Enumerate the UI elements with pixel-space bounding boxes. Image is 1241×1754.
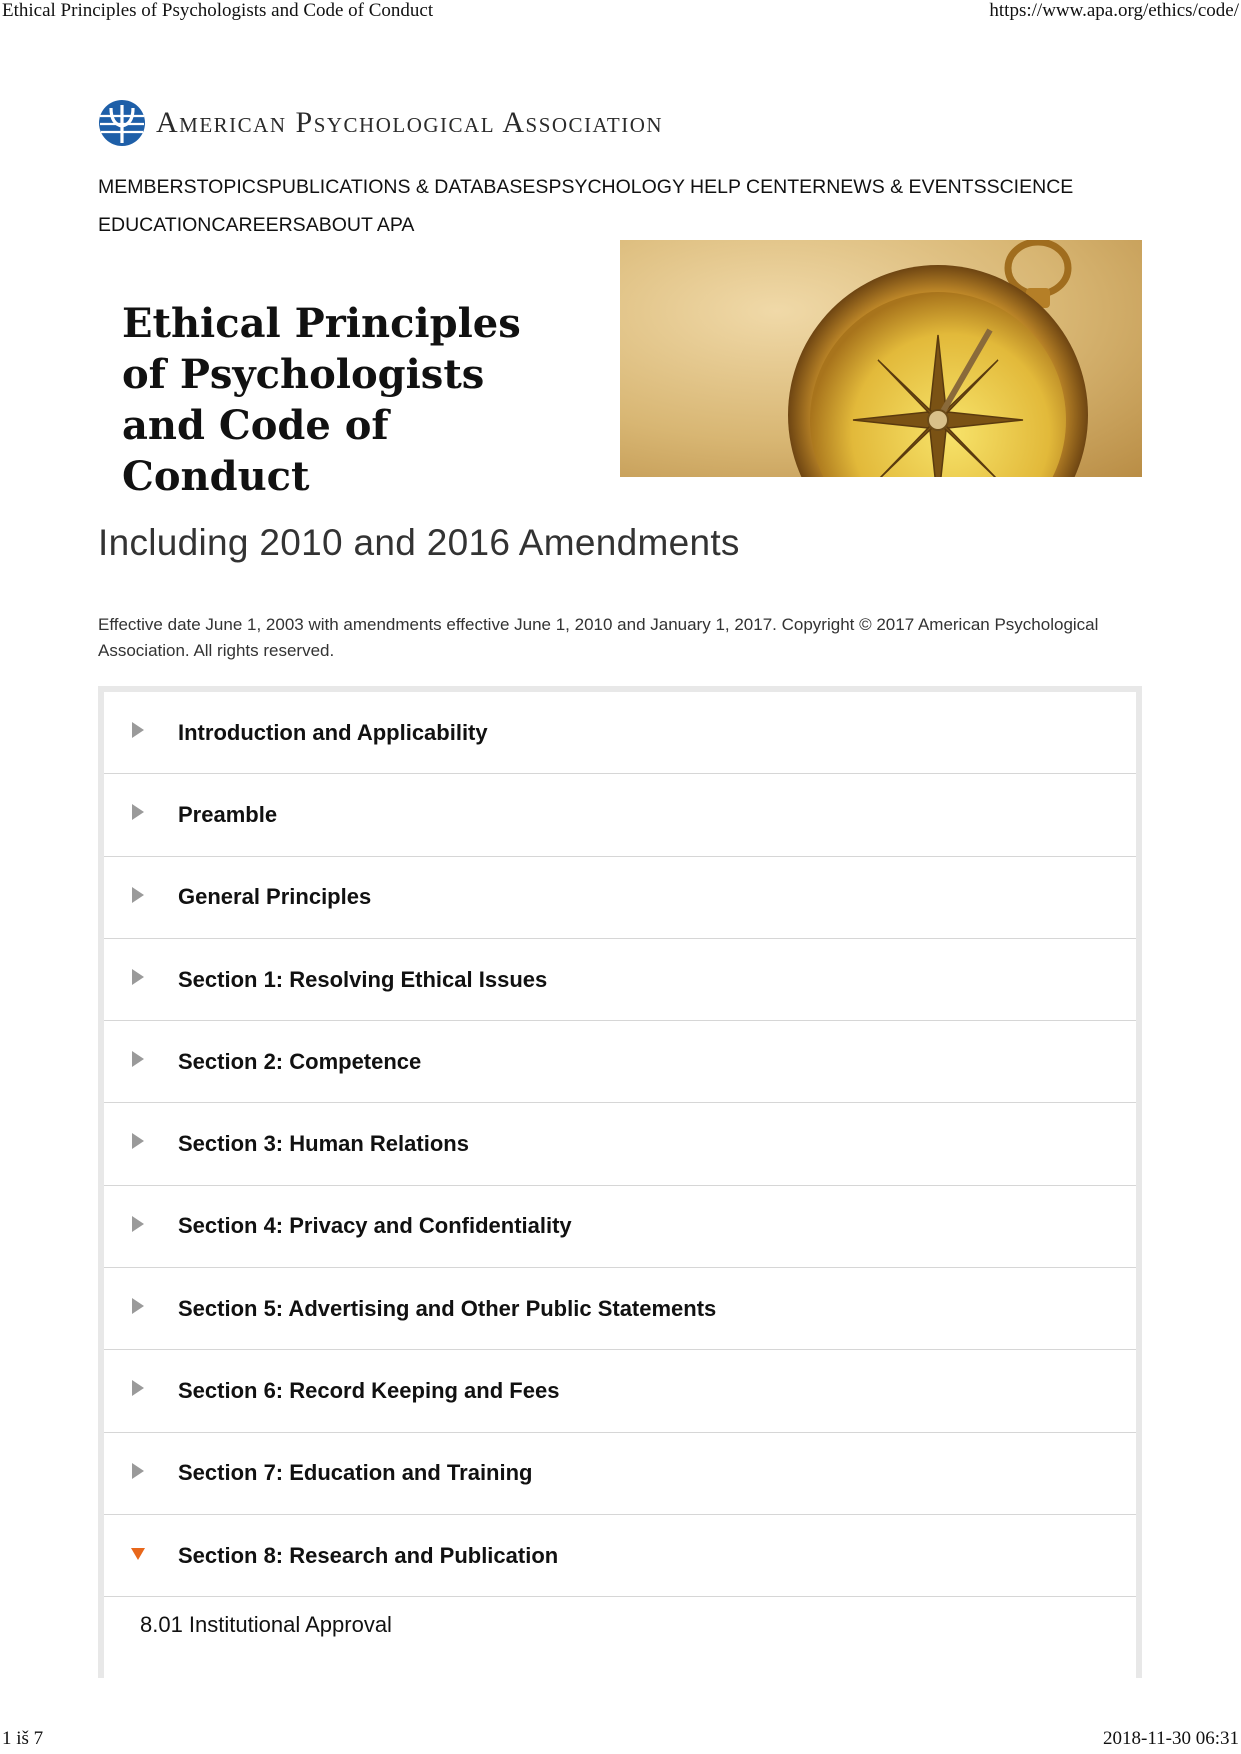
compass-image [620, 240, 1142, 477]
chevron-down-icon [130, 1543, 146, 1563]
effective-date-notice: Effective date June 1, 2003 with amendments effective June 1, 2010 and January 1, 2017. Copyright © 2017 American Psychological Association. All rights reserved. [98, 615, 1099, 660]
apa-logo[interactable] [98, 98, 663, 148]
accordion-item-label: Introduction and Applicability [178, 719, 488, 745]
main-nav [98, 168, 1142, 244]
chevron-right-icon [130, 967, 146, 987]
accordion-item-section-4[interactable] [104, 1186, 1136, 1268]
nav-education[interactable]: EDUCATION [98, 214, 212, 236]
nav-news-events[interactable]: NEWS & EVENTS [826, 176, 987, 198]
nav-topics[interactable]: TOPICS [196, 176, 269, 198]
accordion-item-section-3[interactable] [104, 1103, 1136, 1185]
chevron-right-icon [130, 1131, 146, 1151]
print-footer-datetime: 2018-11-30 06:31 [1103, 1728, 1239, 1749]
accordion-item-label: Preamble [178, 801, 278, 827]
accordion-item-label: General Principles [178, 884, 372, 910]
nav-science[interactable]: SCIENCE [986, 176, 1074, 198]
chevron-right-icon [130, 1214, 146, 1234]
subsection-8-01-link[interactable]: 8.01 Institutional Approval [140, 1612, 392, 1637]
print-header [0, 0, 1241, 26]
print-footer [0, 1728, 1241, 1754]
nav-psychology-help-center[interactable]: PSYCHOLOGY HELP CENTER [548, 176, 827, 198]
chevron-right-icon [130, 1378, 146, 1398]
nav-about-apa[interactable]: ABOUT APA [305, 214, 415, 236]
accordion-item-label: Section 2: Competence [178, 1048, 422, 1074]
chevron-right-icon [130, 885, 146, 905]
page-title: Ethical Principles of Psychologists and Code of Conduct [122, 300, 521, 500]
print-header-url: https://www.apa.org/ethics/code/ [989, 0, 1239, 21]
accordion-item-preamble[interactable] [104, 774, 1136, 856]
accordion-item-label: Section 6: Record Keeping and Fees [178, 1378, 560, 1404]
nav-members[interactable]: MEMBERS [98, 176, 197, 198]
accordion-item-label: Section 7: Education and Training [178, 1460, 533, 1486]
accordion-item-general-principles[interactable] [104, 857, 1136, 939]
apa-psi-logo-icon [98, 99, 146, 147]
chevron-right-icon [130, 720, 146, 740]
apa-logo-text: American Psychological Association [156, 106, 664, 139]
accordion-item-section-7[interactable] [104, 1433, 1136, 1515]
accordion-item-section-2[interactable] [104, 1021, 1136, 1103]
accordion-item-label: Section 5: Advertising and Other Public Statements [178, 1295, 717, 1321]
nav-publications-databases[interactable]: PUBLICATIONS & DATABASES [268, 176, 549, 198]
accordion-item-section-6[interactable] [104, 1350, 1136, 1432]
chevron-right-icon [130, 1049, 146, 1069]
page-subtitle: Including 2010 and 2016 Amendments [98, 522, 740, 563]
accordion-item-section-8[interactable] [104, 1515, 1136, 1597]
accordion-item-section-5[interactable] [104, 1268, 1136, 1350]
accordion-item-label: Section 1: Resolving Ethical Issues [178, 966, 548, 992]
nav-careers[interactable]: CAREERS [211, 214, 306, 236]
print-header-title: Ethical Principles of Psychologists and Code of Conduct [2, 0, 434, 21]
chevron-right-icon [130, 1461, 146, 1481]
accordion-item-label: Section 4: Privacy and Confidentiality [178, 1213, 572, 1239]
accordion-item-introduction[interactable] [104, 692, 1136, 774]
accordion-item-section-1[interactable] [104, 939, 1136, 1021]
chevron-right-icon [130, 1296, 146, 1316]
accordion-item-label: Section 8: Research and Publication [178, 1542, 559, 1568]
print-footer-page: 1 iš 7 [2, 1728, 44, 1749]
chevron-right-icon [130, 802, 146, 822]
code-sections-accordion [98, 686, 1142, 1678]
accordion-item-label: Section 3: Human Relations [178, 1131, 469, 1157]
